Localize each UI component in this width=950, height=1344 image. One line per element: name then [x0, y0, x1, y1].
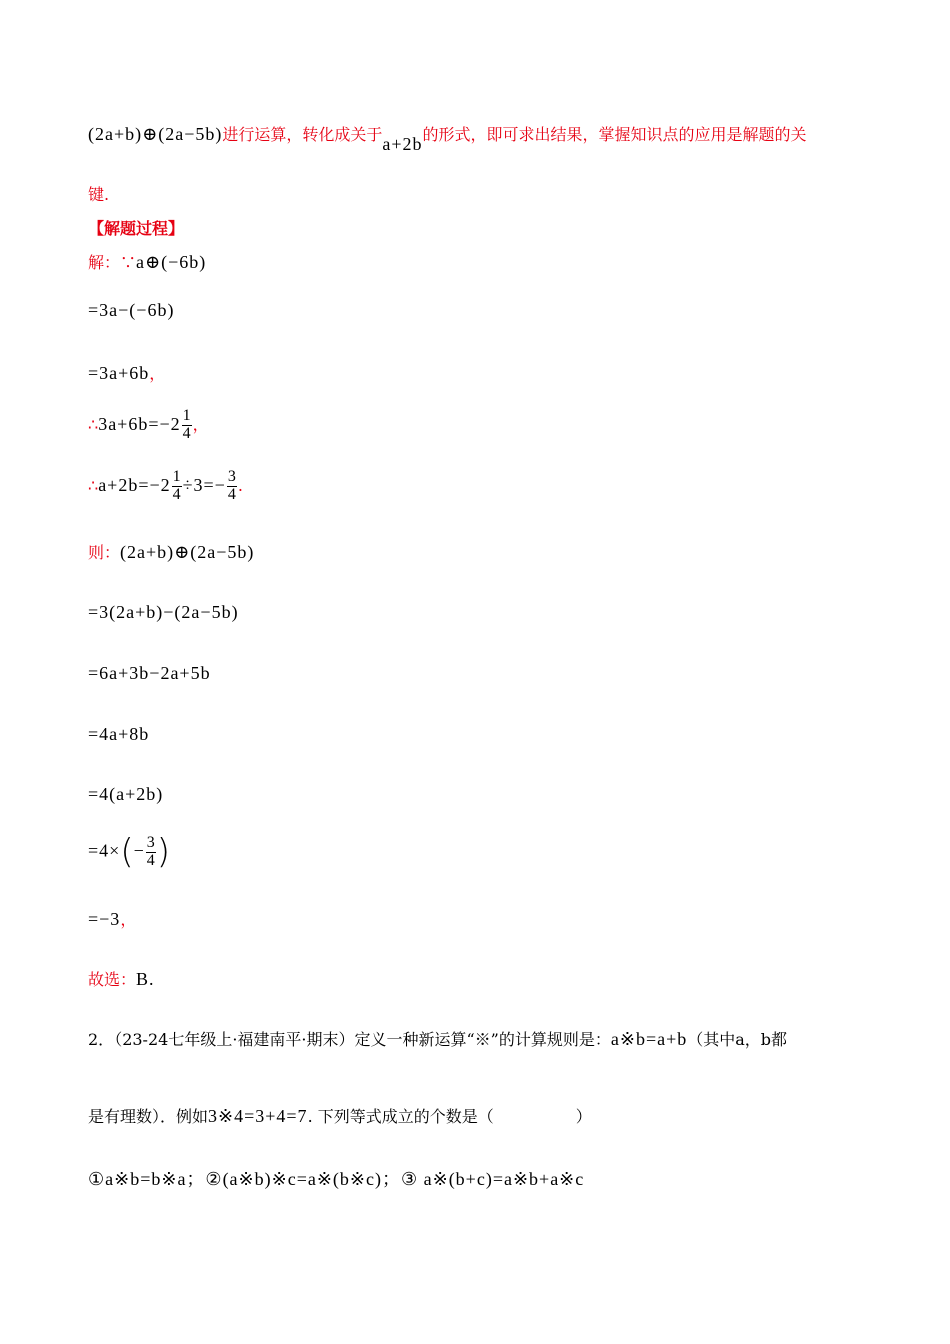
question-text-3: 是有理数）．例如	[88, 1107, 209, 1126]
solution-line-6-prefix: 则：	[88, 543, 121, 562]
solution-line-7: =3(2a+b)−(2a−5b)	[88, 602, 239, 622]
question-2-line-2	[88, 1104, 592, 1127]
question-number: 2．	[88, 1030, 115, 1049]
solution-line-11	[88, 832, 170, 872]
minus-sign: −	[133, 840, 145, 861]
intro-text-1: 进行运算，转化成关于	[222, 125, 383, 144]
solution-line-1-prefix: 解：∵	[88, 253, 137, 272]
question-example: 3※4=3+4=7	[208, 1106, 308, 1126]
solution-line-10: =4(a+2b)	[88, 784, 164, 804]
paren-close: )	[156, 832, 170, 872]
solution-line-3	[88, 361, 165, 384]
solution-line-4-prefix: ∴	[88, 414, 99, 434]
answer-prefix: 故选：	[88, 970, 137, 989]
solution-line-2: =3a−(−6b)	[88, 300, 175, 320]
solution-line-4-end: ，	[192, 414, 209, 434]
solution-line-5-expr: a+2b=−2	[98, 474, 171, 495]
intro-line-2: 键.	[88, 185, 110, 204]
question-blank-close: ）	[575, 1107, 592, 1126]
solution-line-12	[88, 907, 136, 930]
answer-choice: B.	[136, 969, 155, 989]
question-rule: a※b=a+b	[610, 1029, 688, 1049]
solution-line-3-expr: =3a+6b	[88, 363, 150, 383]
fraction-three-quarters: $\frac{3}{4}$	[146, 833, 155, 869]
solution-line-4-expr: 3a+6b=−2	[98, 413, 181, 434]
solution-line-5-mid: ÷3=−	[182, 474, 226, 495]
question-text-1: 定义一种新运算“※”的计算规则是：	[354, 1030, 611, 1049]
intro-text-2: 的形式，即可求出结果，掌握知识点的应用是解题的关	[422, 125, 807, 144]
answer-line	[88, 967, 155, 990]
solution-line-1-expr: a⊕(−6b)	[136, 252, 207, 272]
solution-line-5	[88, 469, 243, 504]
intro-expr-mid: a+2b	[382, 134, 423, 154]
fraction-one-quarter: $\frac{1}{4}$	[172, 468, 181, 503]
solution-line-9: =4a+8b	[88, 724, 150, 744]
question-source: （23-24七年级上·福建南平·期末）	[114, 1030, 355, 1049]
solution-line-3-end: ，	[149, 364, 166, 383]
paren-open: (	[120, 832, 134, 872]
fraction-three-quarters: $\frac{3}{4}$	[227, 468, 236, 503]
solution-line-4	[88, 408, 209, 443]
question-2-line-1	[88, 1027, 787, 1050]
solution-line-12-expr: =−3	[88, 909, 121, 929]
solution-line-6-expr: (2a+b)⊕(2a−5b)	[120, 542, 255, 562]
question-text-2: （其中a，b都	[687, 1030, 788, 1049]
solution-line-6	[88, 540, 254, 563]
solution-line-8: =6a+3b−2a+5b	[88, 663, 211, 683]
fraction-one-quarter: $\frac{1}{4}$	[182, 407, 191, 442]
intro-line-1	[88, 122, 807, 154]
question-text-4: . 下列等式成立的个数是（	[307, 1107, 494, 1126]
solution-line-12-end: ，	[120, 910, 137, 929]
solution-line-1	[88, 250, 206, 273]
solution-line-5-end: .	[237, 475, 243, 495]
section-heading: 【解题过程】	[88, 219, 185, 238]
question-2-options: ①a※b=b※a；②(a※b)※c=a※(b※c)；③ a※(b+c)=a※b+a※c	[88, 1169, 585, 1189]
solution-line-5-prefix: ∴	[88, 475, 99, 495]
solution-line-11-expr: =4×	[88, 840, 121, 861]
intro-expr-left: (2a+b)⊕(2a−5b)	[88, 124, 223, 144]
